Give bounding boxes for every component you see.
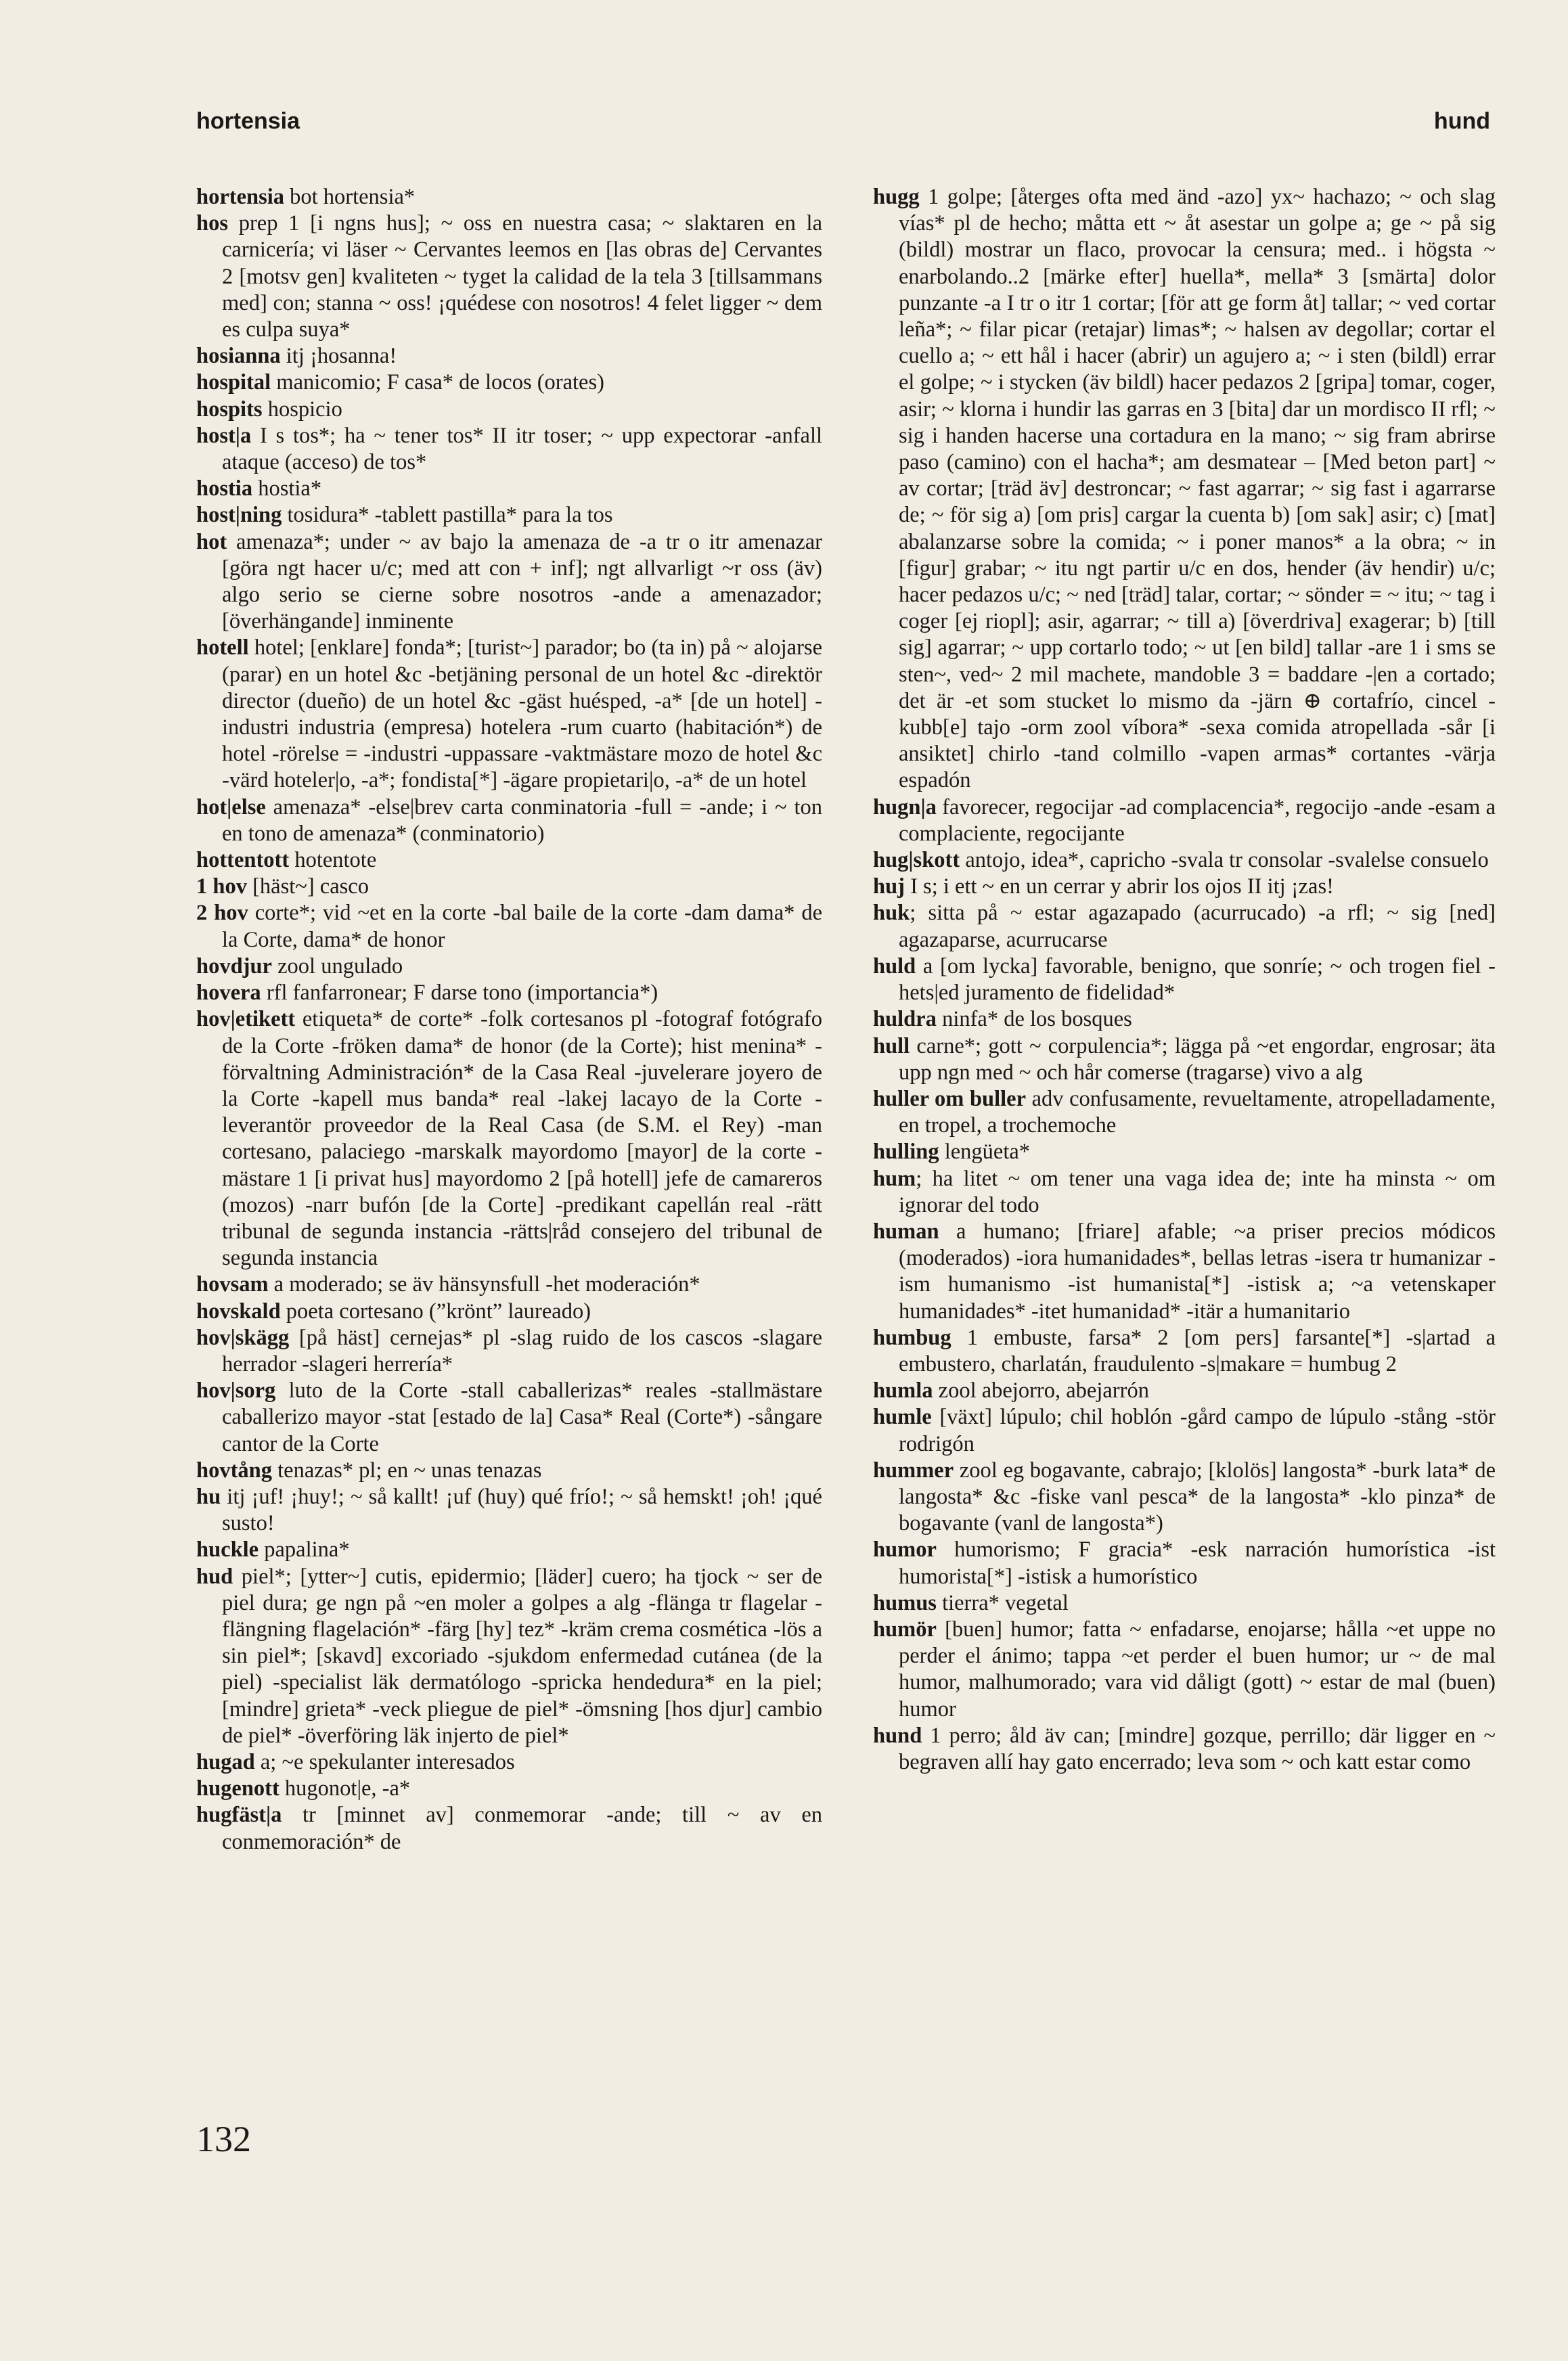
entry: hospits hospicio (196, 397, 342, 422)
entry: host|a I s tos*; ha ~ tener tos* II itr toser; ~ upp expectorar -anfall ataque (acceso) de tos* (196, 423, 822, 475)
entry: hovdjur zool ungulado (196, 953, 403, 979)
entry: hot|else amenaza* -else|brev carta conminatoria -full = -ande; i ~ ton en tono de amenaza* (conminatorio) (196, 794, 822, 846)
entry: humbug 1 embuste, farsa* 2 [om pers] farsante[*] -s|artad a embustero, charlatán, fraudulento -s|makare = humbug 2 (873, 1325, 1496, 1376)
page-number: 132 (196, 2119, 251, 2159)
entry: huckle papalina* (196, 1537, 350, 1562)
entry: hugfäst|a tr [minnet av] conmemorar -ande; till ~ av en conmemoración* de (196, 1803, 822, 1854)
running-head-right: hund (1433, 108, 1490, 134)
entry: humus tierra* vegetal (873, 1590, 1069, 1615)
entry: hov|etikett etiqueta* de corte* -folk cortesanos pl -fotograf fotógrafo de la Corte -fröken dama* de honor (de la Corte); hist menina* -förvaltning Administración* de la Casa Real -juvelerare joyero de la Corte -kapell mus banda* real -lakej lacayo de la Corte -leverantör proveedor de la Real Casa (de S.M. el Rey) -man cortesano, palaciego -marskalk mayordomo [mayor] de la corte -mästare 1 [i privat hus] mayordomo 2 [på hotell] jefe de camareros (mozos) -narr bufón [de la Corte] -predikant capellán real -rätt tribunal de segunda instancia -rätts|råd consejero del tribunal de segunda instancia (196, 1007, 822, 1271)
entry: hum; ha litet ~ om tener una vaga idea de; inte ha minsta ~ om ignorar del todo (873, 1166, 1496, 1217)
entry: hud piel*; [ytter~] cutis, epidermio; [läder] cuero; ha tjock ~ ser de piel dura; ge ngn på ~en moler a golpes a alg -flänga tr flagelar -flängning flagelación* -färg [hy] tez* -kräm crema cosmética -lös a sin piel*; [skavd] excoriado -sjukdom enfermedad cutánea (de la piel) -specialist läk dermatólogo -spricka hendedura* en la piel; [mindre] grieta* -veck pliegue de piel* -ömsning [hos djur] cambio de piel* -överföring läk injerto de piel* (196, 1564, 822, 1748)
entry: hugg 1 golpe; [återges ofta med änd -azo] yx~ hachazo; ~ och slag vías* pl de hecho; måtta ett ~ åt asestar un golpe a; ge ~ på sig (bildl) mostrar un flaco, provocar la censura; med.. i högsta ~ enarbolando..2 [märke efter] huella*, mella* 3 [smärta] dolor punzante -a I tr o itr 1 cortar; [för att ge form åt] tallar; ~ ved cortar leña*; ~ filar picar (retajar) limas*; ~ halsen av degollar; cortar el cuello a; ~ ett hål i hacer (abrir) un agujero a; ~ i sten (bildl) errar el golpe; ~ i stycken (äv bildl) hacer pedazos 2 [gripa] tomar, coger, asir; ~ klorna i hundir las garras en 3 [bita] dar un mordisco II rfl; ~ sig i handen hacerse una cortadura en la mano; ~ sig fram abrirse paso (camino) con el hacha*; am desmatear – [Med beton part] ~ av cortar; [träd äv] destroncar; ~ fast agarrar; ~ sig fast i agarrarse de; ~ för sig a) [om pris] cargar la cuenta b) [om sak] asir; c) [mat] abalanzarse sobre la comida; ~ i poner manos* a la obra; ~ in [figur] grabar; ~ itu ngt partir u/c en dos, hender (äv hendir) u/c; hacer pedazos u/c; ~ ned [träd] talar, cortar; ~ sönder = ~ itu; ~ tag i coger [ej riopl]; asir, agarrar; ~ till a) [överdriva] exagerar; b) [till sig] agarrar; ~ upp cortarlo todo; ~ ut [en bild] tallar -are 1 i sms se sten~, ved~ 2 mil machete, mandoble 3 = baddare -|en a cortado; det är -et som stucket lo mismo da -järn ⊕ cortafrío, cincel -kubb[e] tajo -orm zool víbora* -sexa comida atropellada -sår [i ansiktet] chirlo -tand colmillo -vapen armas* cortantes -värja espadón (873, 185, 1496, 793)
entry: hund 1 perro; åld äv can; [mindre] gozque, perrillo; där ligger en ~ begraven allí hay gato encerrado; leva som ~ och katt estar como (873, 1723, 1496, 1774)
entry: host|ning tosidura* -tablett pastilla* para la tos (196, 503, 613, 528)
entry: 1 hov [häst~] casco (196, 874, 369, 899)
left-column (196, 184, 822, 1856)
entry: hot amenaza*; under ~ av bajo la amenaza de -a tr o itr amenazar [göra ngt hacer u/c; med att con + inf]; ngt allvarligt ~r oss (äv) algo serio se cierne sobre nosotros -ande a amenazador; [överhängande] inminente (196, 529, 822, 634)
entry: hovsam a moderado; se äv hänsynsfull -het moderación* (196, 1272, 700, 1297)
entry: hovskald poeta cortesano (”krönt” laureado) (196, 1299, 591, 1324)
entry: hosianna itj ¡hosanna! (196, 344, 397, 369)
entry: hu itj ¡uf! ¡huy!; ~ så kallt! ¡uf (huy) qué frío!; ~ så hemskt! ¡oh! ¡qué susto! (196, 1484, 822, 1536)
entry: hug|skott antojo, idea*, capricho -svala tr consolar -svalelse consuelo (873, 848, 1489, 873)
entry: huj I s; i ett ~ en un cerrar y abrir los ojos II itj ¡zas! (873, 874, 1334, 899)
entry: huk; sitta på ~ estar agazapado (acurrucado) -a rfl; ~ sig [ned] agazaparse, acurrucarse (873, 901, 1496, 952)
entry: hugenott hugonot|e, -a* (196, 1776, 411, 1801)
entry: hovtång tenazas* pl; en ~ unas tenazas (196, 1458, 542, 1483)
entry: 2 hov corte*; vid ~et en la corte -bal baile de la corte -dam dama* de la Corte, dama* de honor (196, 901, 823, 952)
entry: huldra ninfa* de los bosques (873, 1007, 1132, 1032)
entry: humla zool abejorro, abejarrón (873, 1378, 1149, 1403)
entry: hulling lengüeta* (873, 1140, 1031, 1165)
entry: hospital manicomio; F casa* de locos (orates) (196, 370, 604, 395)
entry: hovera rfl fanfarronear; F darse tono (importancia*) (196, 981, 658, 1006)
entry: hov|sorg luto de la Corte -stall caballerizas* reales -stallmästare caballerizo mayor -stat [estado de la] Casa* Real (Corte*) -sångare cantor de la Corte (196, 1378, 822, 1456)
entry: human a humano; [friare] afable; ~a priser precios módicos (moderados) -iora humanidades*, bellas letras -isera tr humanizar -ism humanismo -ist humanista[*] -istisk a; ~a vetenskaper humanidades* -itet humanidad* -itär a humanitario (873, 1219, 1496, 1324)
entry: hotell hotel; [enklare] fonda*; [turist~] parador; bo (ta in) på ~ alojarse (parar) en un hotel &c -betjäning personal de un hotel &c -direktör director (dueño) de un hotel &c -gäst huésped, -a* [de un hotel] -industri industria (empresa) hotelera -rum cuarto (habitación*) de hotel -rörelse = -industri -uppassare -vaktmästare mozo de hotel &c -värd hoteler|o, -a*; fondista[*] -ägare propietari|o, -a* de un hotel (196, 635, 822, 793)
entry: huller om buller adv confusamente, revueltamente, atropelladamente, en tropel, a trochemoche (873, 1086, 1496, 1138)
entry: hugad a; ~e spekulanter interesados (196, 1749, 515, 1774)
entry: hos prep 1 [i ngns hus]; ~ oss en nuestra casa; ~ slaktaren en la carnicería; vi läser ~ Cervantes leemos en [las obras de] Cervantes 2 [motsv gen] kvaliteten ~ tyget la calidad de la tela 3 [tillsammans med] con; stanna ~ oss! ¡quédese con nosotros! 4 felet ligger ~ dem es culpa suya* (196, 211, 822, 342)
entry: hummer zool eg bogavante, cabrajo; [klolös] langosta* -burk lata* de langosta* &c -fiske vanl pesca* de la langosta* -klo pinza* de bogavante (vanl de langosta*) (873, 1458, 1496, 1536)
entry: humör [buen] humor; fatta ~ enfadarse, enojarse; hålla ~et uppe no perder el ánimo; tappa ~et perder el buen humor; ur ~ de mal humor, malhumorado; vara vid dåligt (gott) ~ estar de mal (buen) humor (873, 1617, 1496, 1722)
right-column (873, 184, 1496, 1776)
entry: hull carne*; gott ~ corpulencia*; lägga på ~et engordar, engrosar; äta upp ngn med ~ och hår comerse (tragarse) vivo a alg (873, 1033, 1496, 1085)
entry: hortensia bot hortensia* (196, 185, 416, 209)
entry: hottentott hotentote (196, 848, 377, 873)
entry: hov|skägg [på häst] cernejas* pl -slag ruido de los cascos -slagare herrador -slageri herrería* (196, 1325, 822, 1376)
entry: hugn|a favorecer, regocijar -ad complacencia*, regocijo -ande -esam a complaciente, regocijante (873, 794, 1496, 846)
entry: humor humorismo; F gracia* -esk narración humorística -ist humorista[*] -istisk a humorístico (873, 1537, 1496, 1589)
entry: huld a [om lycka] favorable, benigno, que sonríe; ~ och trogen fiel -hets|ed juramento de fidelidad* (873, 953, 1496, 1006)
running-head-left: hortensia (196, 108, 300, 134)
entry: humle [växt] lúpulo; chil hoblón -gård campo de lúpulo -stång -stör rodrigón (873, 1405, 1496, 1456)
entry: hostia hostia* (196, 476, 322, 501)
